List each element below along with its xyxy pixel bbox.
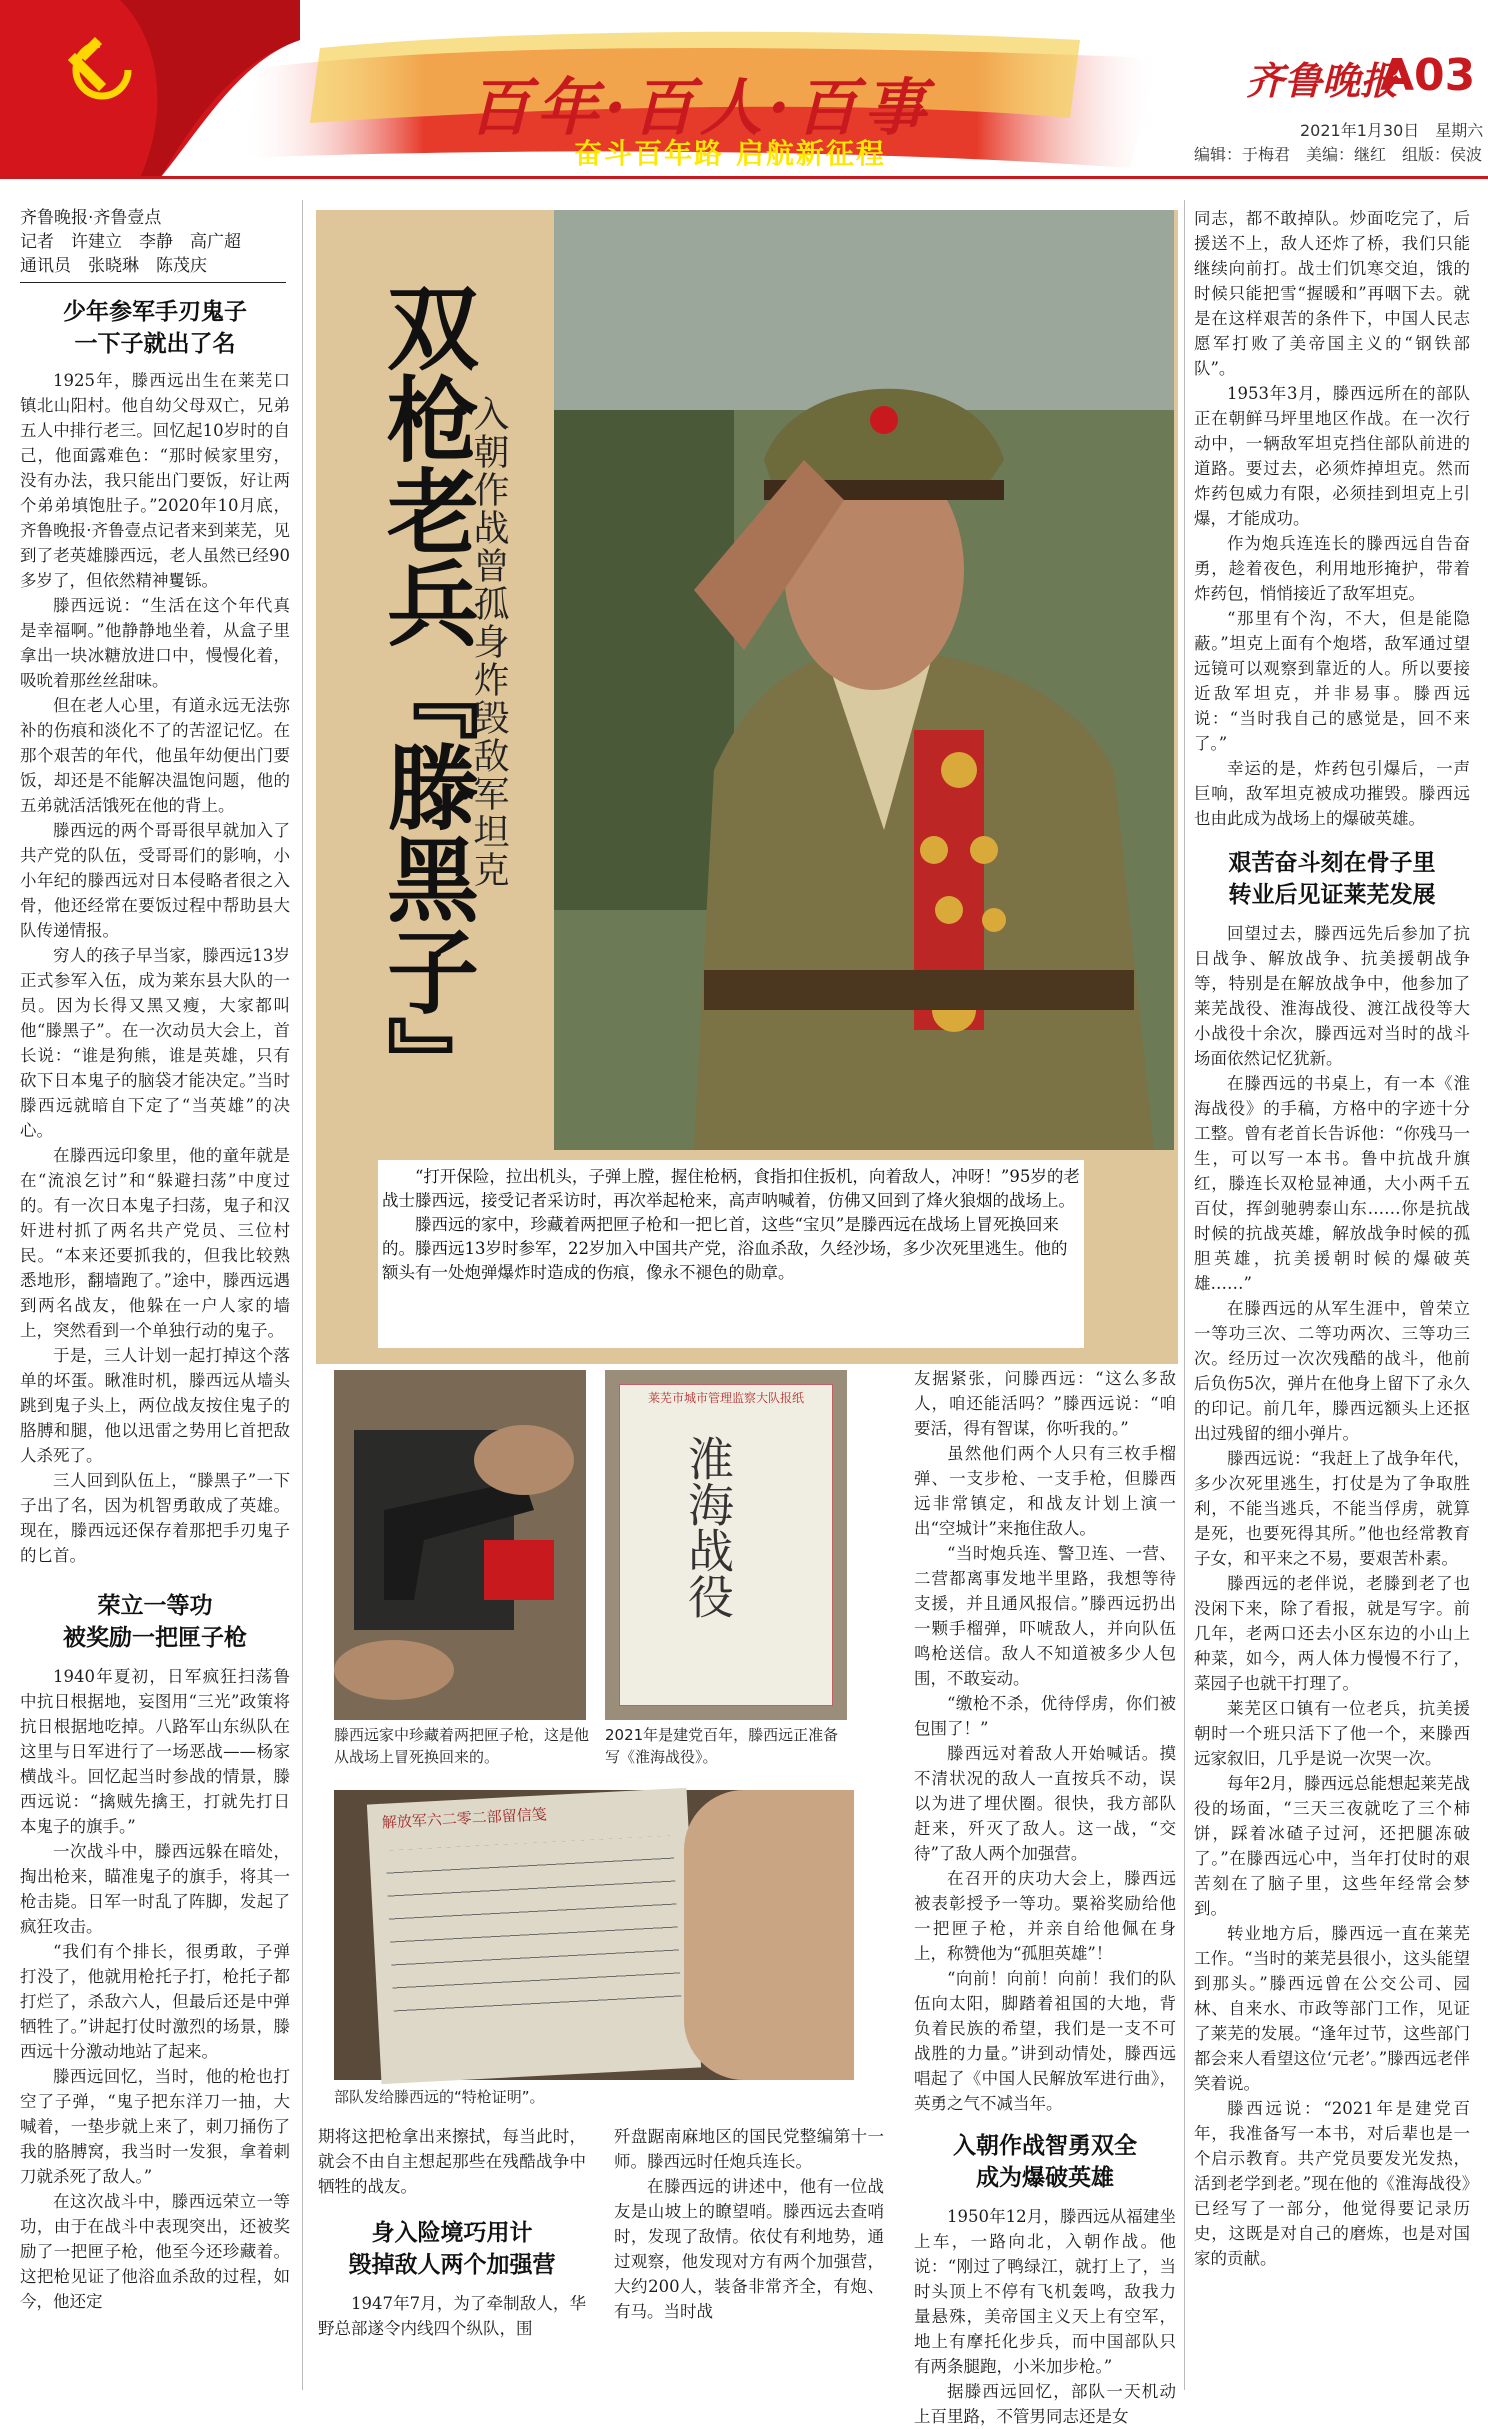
certificate-paper [367,1788,701,2084]
paragraph: 歼盘踞南麻地区的国民党整编第十一师。滕西远时任炮兵连长。 [614,2127,884,2171]
paragraph: 在滕西远印象里，他的童年就是在“流浪乞讨”和“躲避扫荡”中度过的。有一次日本鬼子扫荡，鬼子和汉奸进村抓了两名共产党员、三位村民。“本来还要抓我的，但我比较熟悉地形，翻墙跑了。”途中，滕西远遇到两名战友，他躲在一户人家的墙上，突然看到一个单独行动的鬼子。 [20,1146,290,1340]
caption-gun: 滕西远家中珍藏着两把匣子枪，这是他从战场上冒死换回来的。 [334,1726,590,1766]
paragraph: 在这次战斗中，滕西远荣立一等功，由于在战斗中表现突出，还被奖励了一把匣子枪，他至今还珍藏着。这把枪见证了他浴血杀敌的过程，如今，他还定 [20,2192,290,2311]
lead-paragraph: “打开保险，拉出机头，子弹上膛，握住枪柄，食指扣住扳机，向着敌人，冲呀！”95岁的老战士滕西远，接受记者采访时，再次举起枪来，高声呐喊着，仿佛又回到了烽火狼烟的战场上。 [382,1167,1080,1210]
col1-body [20,368,290,1568]
byline [20,206,290,278]
feature-main-title: 双枪老兵『滕黑子』 [372,280,479,1108]
banner-title: 百年·百人·百事 [468,71,932,144]
paragraph: 在滕西远的从军生涯中，曾荣立一等功三次、二等功两次、三等功三次。经历过一次次残酷的战斗，他前后负伤5次，弹片在他身上留下了永久的印记。前几年，滕西远额头上还抠出过残留的细小弹片。 [1194,1299,1470,1443]
header-divider [0,176,1488,179]
byline-source: 齐鲁晚报·齐鲁壹点 [20,208,162,228]
paragraph: 回望过去，滕西远先后参加了抗日战争、解放战争、抗美援朝战争等，特别是在解放战争中，他参加了莱芜战役、淮海战役、渡江战役等大小战役十余次，滕西远对当时的战斗场面依然记忆犹新。 [1194,924,1470,1068]
paragraph: “向前！向前！向前！我们的队伍向太阳，脚踏着祖国的大地，背负着民族的希望，我们是一支不可战胜的力量。”讲到动情处，滕西远唱起了《中国人民解放军进行曲》，英勇之气不减当年。 [914,1969,1176,2113]
byline-correspondents: 通讯员 张晓琳 陈茂庆 [20,256,207,276]
manuscript-page [619,1384,833,1706]
paragraph: 滕西远回忆，当时，他的枪也打空了子弹，“鬼子把东洋刀一抽，大喊着，一垫步就上来了，刺刀捅伤了我的胳膊窝，我当时一发狠，拿着刺刀就杀死了敌人。” [20,2067,290,2186]
lead-paragraph: 滕西远的家中，珍藏着两把匣子枪和一把匕首，这些“宝贝”是滕西远在战场上冒死换回来的。滕西远13岁时参军，22岁加入中国共产党，浴血杀敌，久经沙场，多少次死里逃生。他的额头有一处炮弹爆炸时造成的伤痕，像永不褪色的勋章。 [382,1215,1068,1282]
paper-name: 齐鲁晚报 [1246,58,1399,103]
hand [684,1790,854,2080]
certificate-photo [334,1790,848,2080]
section-heading-4: 入朝作战智勇双全 成为爆破英雄 [953,2133,1137,2191]
column-right [1194,206,1470,2391]
page-number: A03 [1380,50,1476,101]
paragraph: 滕西远对着敌人开始喊话。摸不清状况的敌人一直按兵不动，误以为进了埋伏圈。很快，我方部队赶来，歼灭了敌人。这一战，“交待”了敌人两个加强营。 [914,1744,1176,1863]
paragraph: 在滕西远的讲述中，他有一位战友是山坡上的瞭望哨。滕西远去查哨时，发现了敌情。依仗有利地势，通过观察，他发现对方有两个加强营，大约200人，装备非常齐全，有炮、有马。当时战 [614,2177,884,2321]
paragraph: 作为炮兵连连长的滕西远自告奋勇，趁着夜色，利用地形掩护，带着炸药包，悄悄接近了敌军坦克。 [1194,534,1470,603]
paragraph: 虽然他们两个人只有三枚手榴弹、一支步枪、一支手枪，但滕西远非常镇定，和战友计划上演一出“空城计”来拖住敌人。 [914,1444,1176,1538]
editors-line: 编辑：于梅君 美编：继红 组版：侯波 [1194,145,1483,164]
section-heading-1: 少年参军手刃鬼子 一下子就出了名 [63,299,247,357]
caption-book: 2021年是建党百年，滕西远正准备写《淮海战役》。 [605,1726,839,1766]
paragraph: 莱芜区口镇有一位老兵，抗美援朝时一个班只活下了他一个，来滕西远家叙旧，几乎是说一次哭一次。 [1194,1699,1470,1768]
paragraph: 滕西远说：“2021年是建党百年，我准备写一本书，对后辈也是一个启示教育。共产党员要发光发热，活到老学到老。”现在他的《淮海战役》已经写了一部分，他觉得要记录历史，这既是对自己的磨炼，也是对国家的贡献。 [1194,2099,1470,2268]
section-heading-3: 身入险境巧用计 毁掉敌人两个加强营 [348,2220,556,2278]
paragraph: 1925年，滕西远出生在莱芜口镇北山阳村。他自幼父母双亡，兄弟五人中排行老三。回忆起10岁时的自己，他面露难色：“那时候家里穷，没有办法，我只能出门要饭，好让两个弟弟填饱肚子。”2020年10月底，齐鲁晚报·齐鲁壹点记者来到莱芜，见到了老英雄滕西远，老人虽然已经90多岁了，但依然精神矍铄。 [20,371,290,590]
paragraph: 滕西远说：“我赶上了战争年代，多少次死里逃生，打仗是为了争取胜利，不能当逃兵，不能当俘虏，就算是死，也要死得其所。”他也经常教育子女，和平来之不易，要艰苦朴素。 [1194,1449,1470,1568]
column-divider [1184,200,1185,2390]
paragraph: 1953年3月，滕西远所在的部队正在朝鲜马坪里地区作战。在一次行动中，一辆敌军坦克挡住部队前进的道路。要过去，必须炸掉坦克。然而炸药包威力有限，必须挂到坦克上引爆，才能成功。 [1194,384,1470,528]
byline-divider [20,282,286,283]
column-divider [302,200,303,2390]
certificate-header: 解放军六二零二部留信笺 [381,1805,548,1832]
paragraph: 转业地方后，滕西远一直在莱芜工作。“当时的莱芜县很小，这头能望到那头。”滕西远曾在公交公司、园林、自来水、市政等部门工作，见证了莱芜的发展。“逢年过节，这些部门都会来人看望这位‘元老’。”滕西远老伴笑着说。 [1194,1924,1470,2093]
paragraph: 滕西远的老伴说，老滕到老了也没闲下来，除了看报，就是写字。前几年，老两口还去小区东边的小山上种菜，如今，两人体力慢慢不行了，菜园子也就干打理了。 [1194,1574,1470,1693]
lead-text [382,1165,1082,1285]
paragraph: 在滕西远的书桌上，有一本《淮海战役》的手稿，方格中的字迹十分工整。曾有老首长告诉他：“你残马一生，可以写一本书。鲁中抗战升旗红，滕连长双枪显神通，大小两千五百仗，挥剑驰骋泰山东……你是抗战时候的抗战英雄，解放战争时候的孤胆英雄，抗美援朝时候的爆破英雄……” [1194,1074,1470,1293]
feature-sub-title: 入朝作战曾孤身炸毁敌军坦克 [468,395,509,889]
paragraph: 1940年夏初，日军疯狂扫荡鲁中抗日根据地，妄图用“三光”政策将抗日根据地吃掉。八路军山东纵队在这里与日军进行了一场恶战——杨家横战斗。回忆起当时参战的情景，滕西远说：“擒贼先擒王，打就先打日本鬼子的旗手。” [20,1667,290,1836]
paragraph: 滕西远的两个哥哥很早就加入了共产党的队伍，受哥哥们的影响，小小年纪的滕西远对日本侵略者很之入骨，他还经常在要饭过程中帮助县大队传递情报。 [20,821,290,940]
paragraph: 据滕西远回忆，部队一天机动上百里路，不管男同志还是女 [914,2382,1176,2426]
paragraph: 三人回到队伍上，“滕黑子”一下子出了名，因为机智勇敢成了英雄。现在，滕西远还保存着那把手刃鬼子的匕首。 [20,1471,290,1565]
paragraph: 期将这把枪拿出来擦拭，每当此时，就会不由自主想起那些在残酷战争中牺牲的战友。 [318,2127,586,2196]
paragraph: 于是，三人计划一起打掉这个落单的坏蛋。瞅准时机，滕西远从墙头跳到鬼子头上，两位战友按住鬼子的胳膊和腿，他以迅雷之势用匕首把敌人杀死了。 [20,1346,290,1465]
issue-date: 2021年1月30日 星期六 [1300,121,1484,140]
paragraph: 同志，都不敢掉队。炒面吃完了，后援送不上，敌人还炸了桥，我们只能继续向前打。战士们饥寒交迫，饿的时候只能把雪“握暖和”再咽下去。就是在这样艰苦的条件下，中国人民志愿军打败了美帝国主义的“钢铁部队”。 [1194,209,1470,378]
paragraph: 一次战斗中，滕西远躲在暗处，掏出枪来，瞄准鬼子的旗手，将其一枪击毙。日军一时乱了阵脚，发起了疯狂攻击。 [20,1842,290,1936]
paragraph: 但在老人心里，有道永远无法弥补的伤痕和淡化不了的苦涩记忆。在那个艰苦的年代，他虽年幼便出门要饭，却还是不能解决温饱问题，他的五弟就活活饿死在他的背上。 [20,696,290,815]
manuscript-photo [605,1370,847,1720]
manuscript-header: 莱芜市城市管理监察大队报纸 [647,1391,804,1405]
paragraph: 幸运的是，炸药包引爆后，一声巨响，敌军坦克被成功摧毁。滕西远也由此成为战场上的爆破英雄。 [1194,759,1470,828]
paragraph: “缴枪不杀，优待俘虏，你们被包围了！” [914,1694,1176,1738]
column-left [20,296,290,2386]
pistol-photo [334,1370,586,1720]
paragraph: 1947年7月，为了牵制敌人，华野总部遂令内线四个纵队，围 [318,2294,586,2338]
caption-certificate: 部队发给滕西远的“特枪证明”。 [334,2088,545,2106]
paragraph: 在召开的庆功大会上，滕西远被表彰授予一等功。粟裕奖励给他一把匣子枪，并亲自给他佩在身上，称赞他为“孤胆英雄”！ [914,1869,1176,1963]
col1-body-2 [20,1664,290,2314]
banner-subtitle: 奋斗百年路 启航新征程 [574,137,886,170]
column-mid-2 [614,2124,884,2394]
paragraph: “我们有个排长，很勇敢，子弹打没了，他就用枪托子打，枪托子都打烂了，杀敌六人，但最后还是中弹牺牲了。”讲起打仗时激烈的场景，滕西远十分激动地站了起来。 [20,1942,290,2061]
paragraph: 每年2月，滕西远总能想起莱芜战役的场面，“三天三夜就吃了三个柿饼，踩着冰碴子过河，还把腿冻破了。”在滕西远心中，当年打仗时的艰苦刻在了脑子里，这些年经常会梦到。 [1194,1774,1470,1918]
section-heading-5: 艰苦奋斗刻在骨子里 转业后见证莱芜发展 [1228,850,1436,908]
paragraph: 1950年12月，滕西远从福建坐上车，一路向北，入朝作战。他说：“刚过了鸭绿江，就打上了，当时头顶上不停有飞机轰鸣，敌我力量悬殊，美帝国主义天上有空军，地上有摩托化步兵，而中国部队只有两条腿跑，小米加步枪。” [914,2207,1176,2376]
byline-reporters: 记者 许建立 李静 高广超 [20,232,241,252]
paragraph: “当时炮兵连、警卫连、一营、二营都离事发地半里路，我想等待支援，并且通风报信。”滕西远扔出一颗手榴弹，吓唬敌人，并向队伍鸣枪送信。敌人不知道被多少人包围，不敢妄动。 [914,1544,1176,1688]
column-mid-3 [914,1366,1176,2426]
manuscript-title: 淮海战役 [681,1435,735,1619]
paragraph: 友据紧张，问滕西远：“这么多敌人，咱还能活吗？”滕西远说：“咱要活，得有智谋，你听我的。” [914,1369,1176,1438]
column-mid-1 [318,2124,586,2394]
veteran-salute-photo [554,210,1174,1150]
paragraph: “那里有个沟，不大，但是能隐蔽。”坦克上面有个炮塔，敌军通过望远镜可以观察到靠近的人。所以要接近敌军坦克，并非易事。滕西远说：“当时我自己的感觉是，回不来了。” [1194,609,1470,753]
paragraph: 滕西远说：“生活在这个年代真是幸福啊。”他静静地坐着，从盒子里拿出一块冰糖放进口中，慢慢化着，吸吮着那丝丝甜味。 [20,596,290,690]
paragraph: 穷人的孩子早当家，滕西远13岁正式参军入伍，成为莱东县大队的一员。因为长得又黑又瘦，大家都叫他“滕黑子”。在一次动员大会上，首长说：“谁是狗熊，谁是英雄，只有砍下日本鬼子的脑袋才能决定。”当时滕西远就暗自下定了“当英雄”的决心。 [20,946,290,1140]
certificate-lines [385,1836,682,2031]
section-heading-2: 荣立一等功 被奖励一把匣子枪 [63,1593,247,1651]
